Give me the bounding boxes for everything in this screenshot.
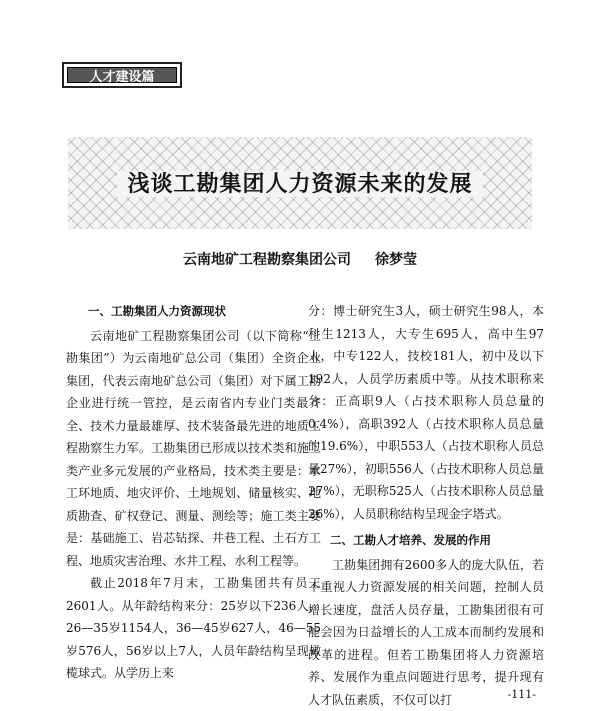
title-banner (68, 137, 532, 229)
section-tag-label: 人才建设篇 (64, 66, 180, 85)
section-tag (62, 62, 182, 88)
page-number: -111- (508, 688, 536, 701)
article-title (68, 167, 532, 198)
paragraph-staff-education: 分：博士研究生3人，硕士研究生98人，本科生1213人，大专生695人，高中生97人，中专122人，技校181人，初中及以下192人，人员学历素质中等。从技术职称来分：正高职9人（占技术职称人员总量的0.4%），高职392人（占技术职称人员总量的19.6%），中职553人（占技术职称人员总量27%），初职556人（占技术职称人员总量27%），无职称525人（占技术职称人员总量26%），人员职称结构呈现金字塔式。 (308, 300, 544, 525)
author-organization: 云南地矿工程勘察集团公司 (183, 252, 351, 268)
author-name: 徐梦莹 (375, 252, 417, 268)
byline (0, 249, 600, 269)
paragraph-company-overview: 云南地矿工程勘察集团公司（以下简称“工勘集团”）为云南地矿总公司（集团）全资企业集团，代表云南地矿总公司（集团）对下属工勘企业进行统一管控，是云南省内专业门类最齐全、技术力量最雄厚、技术装备最先进的地质工程勘察生力军。工勘集团已形成以技术类和施工类产业多元发展的产业格局，技术类主要是：水工环地质、地灾评价、土地规划、储量核实、地质勘查、矿权登记、测量、测绘等；施工类主要是：基础施工、岩芯钻探、井巷工程、土石方工程、地质灾害治理、水井工程、水利工程等。 (66, 325, 321, 573)
section-heading-1: 一、工勘集团人力资源现状 (66, 300, 321, 323)
paragraph-talent-role: 工勘集团拥有2600多人的庞大队伍，若不重视人力资源发展的相关问题，控制人员增长速度，盘活人员存量，工勘集团很有可能会因为日益增长的人工成本而制约发展和改革的进程。但若工勘集团将人力资源培养、发展作为重点问题进行思考，提升现有人才队伍素质，不仅可以打 (308, 554, 544, 711)
paragraph-staff-age: 截止2018年7月末，工勘集团共有员工2601人。从年龄结构来分：25岁以下236人，26—35岁1154人，36—45岁627人，46—55岁576人，56岁以上7人，人员年龄结构呈现橄榄球式。从学历上来 (66, 572, 321, 685)
right-column (308, 300, 544, 711)
left-column (66, 300, 321, 685)
section-heading-2: 二、工勘人才培养、发展的作用 (308, 529, 544, 552)
article-title-text: 浅谈工勘集团人力资源未来的发展 (117, 171, 482, 197)
